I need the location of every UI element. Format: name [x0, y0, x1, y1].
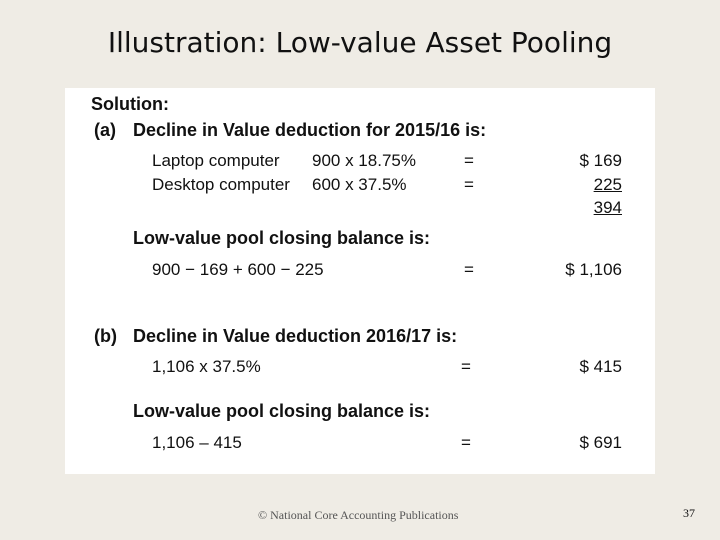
row-desktop-amount: 225: [593, 175, 622, 194]
copyright-footer: © National Core Accounting Publications: [258, 508, 459, 522]
row-laptop-eq: =: [464, 151, 474, 170]
part-a-pool-heading: Low-value pool closing balance is:: [133, 228, 431, 248]
part-b-heading: Decline in Value deduction 2016/17 is:: [133, 326, 458, 346]
part-a-heading: Decline in Value deduction for 2015/16 is:: [133, 120, 487, 140]
part-b-pool-amount: $ 691: [579, 433, 622, 452]
slide-title: Illustration: Low-value Asset Pooling: [107, 26, 613, 59]
part-b-pool-heading: Low-value pool closing balance is:: [133, 401, 431, 421]
row-laptop-item: Laptop computer: [152, 151, 280, 170]
part-b-pool-calc: 1,106 – 415: [152, 433, 242, 452]
part-a-total: 394: [593, 198, 622, 217]
row-desktop-calc: 600 x 37.5%: [312, 175, 407, 194]
row-laptop-amount: $ 169: [579, 151, 622, 170]
part-b-pool-eq: =: [461, 433, 471, 452]
part-b-eq: =: [461, 357, 471, 376]
solution-panel: [65, 88, 655, 474]
part-a-pool-calc: 900 − 169 + 600 − 225: [152, 260, 324, 279]
part-a-pool-eq: =: [464, 260, 474, 279]
part-a-marker: (a): [94, 120, 116, 140]
page-number: 37: [683, 506, 695, 520]
part-a-pool-amount: $ 1,106: [565, 260, 622, 279]
part-b-amount: $ 415: [579, 357, 622, 376]
solution-label: Solution:: [91, 94, 169, 114]
row-laptop-calc: 900 x 18.75%: [312, 151, 416, 170]
part-b-calc: 1,106 x 37.5%: [152, 357, 261, 376]
row-desktop-eq: =: [464, 175, 474, 194]
row-desktop-item: Desktop computer: [152, 175, 290, 194]
part-b-marker: (b): [94, 326, 117, 346]
